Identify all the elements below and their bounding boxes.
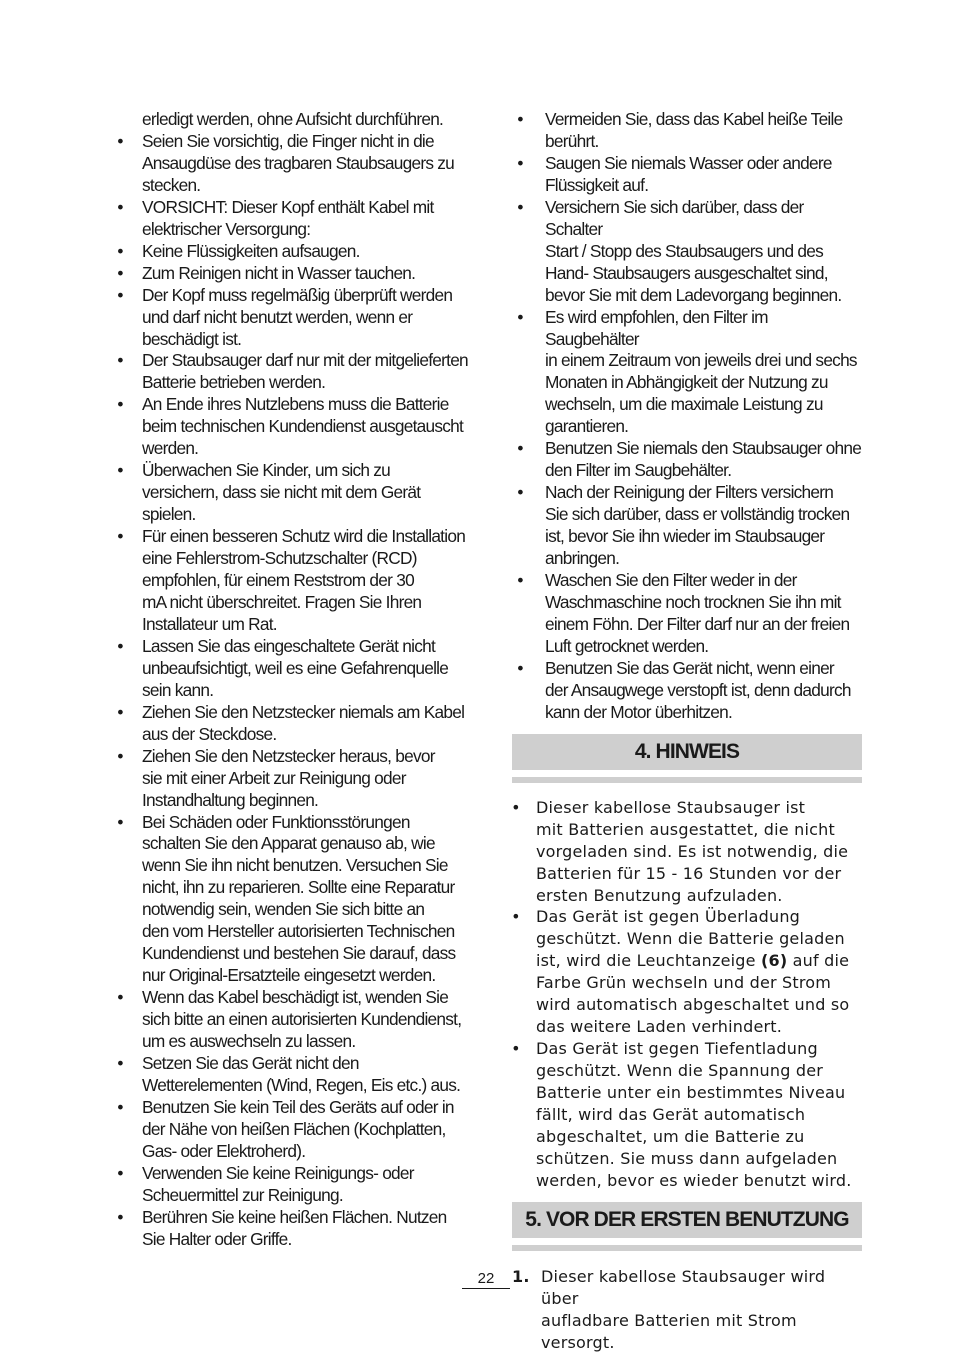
bullet: • xyxy=(117,262,123,283)
section-divider xyxy=(512,1245,862,1251)
bullet: • xyxy=(117,1096,123,1117)
step-text xyxy=(541,1266,864,1354)
bullet: • xyxy=(517,306,523,327)
bullet: • xyxy=(117,526,123,547)
indicator-reference: (6) xyxy=(760,951,788,971)
text-line: Setzen Sie das Gerät nicht den xyxy=(142,1052,359,1073)
text-line: sie mit einer Arbeit zur Reinigung oder xyxy=(142,767,406,788)
list-item-text xyxy=(142,702,484,746)
list-item xyxy=(512,438,864,482)
list-item xyxy=(512,570,864,658)
text-line: Instandhaltung beginnen. xyxy=(142,789,319,810)
text-line: Zum Reinigen nicht in Wasser tauchen. xyxy=(142,262,416,283)
text-line: Dieser kabellose Staubsauger wird über xyxy=(541,1266,826,1308)
list-item-text xyxy=(142,197,484,241)
text-line: Seien Sie vorsichtig, die Finger nicht in die xyxy=(142,130,434,151)
text-line: mA nicht überschreitet. Fragen Sie Ihren xyxy=(142,591,422,612)
list-item xyxy=(112,394,484,460)
section-4-list xyxy=(512,797,864,1192)
continued-text: erledigt werden, ohne Aufsicht durchführen. xyxy=(142,109,444,129)
list-item-text xyxy=(545,109,864,153)
text-line: garantieren. xyxy=(545,416,629,437)
list-item-text xyxy=(142,241,484,263)
text-line: Nach der Reinigung der Filters versichern xyxy=(545,482,834,503)
text-line: werden. xyxy=(142,438,199,459)
bullet: • xyxy=(117,811,123,832)
list-item-text xyxy=(142,285,484,351)
bullet: • xyxy=(117,1206,123,1227)
list-item-text xyxy=(142,636,484,702)
bullet: • xyxy=(517,438,523,459)
text-line: Dieser kabellose Staubsauger ist xyxy=(536,797,806,817)
list-item xyxy=(512,307,864,439)
text-line: spielen. xyxy=(142,504,196,525)
list-item-text xyxy=(545,197,864,307)
list-item xyxy=(512,197,864,307)
text-line: bevor Sie mit dem Ladevorgang beginnen. xyxy=(545,284,842,305)
list-item xyxy=(512,109,864,153)
bullet: • xyxy=(117,701,123,722)
text-line: Luft getrocknet werden. xyxy=(545,635,709,656)
text-line: wird automatisch abgeschaltet und so xyxy=(536,995,850,1015)
text-line: VORSICHT: Dieser Kopf enthält Kabel mit xyxy=(142,196,434,217)
section-5-heading: 5. VOR DER ERSTEN BENUTZUNG xyxy=(512,1202,862,1238)
list-item-text xyxy=(142,1207,484,1251)
left-safety-list xyxy=(112,131,484,1251)
text-line: Für einen besseren Schutz wird die Installation xyxy=(142,526,466,547)
hinweis-deep-discharge-text xyxy=(536,1038,864,1192)
list-item xyxy=(112,197,484,241)
list-item-text xyxy=(545,153,864,197)
bullet: • xyxy=(511,907,521,927)
text-line: berührt. xyxy=(545,130,599,151)
text-line: das weitere Laden verhindert. xyxy=(536,1017,783,1037)
list-item-text xyxy=(142,460,484,526)
text-line: geschützt. Wenn die Batterie geladen xyxy=(536,929,845,949)
text-line: geschützt. Wenn die Spannung der xyxy=(536,1061,824,1081)
section-4 xyxy=(512,734,864,783)
text-line: der Ansaugwege verstopft ist, denn dadurch xyxy=(545,679,851,700)
text-line: Verwenden Sie keine Reinigungs- oder xyxy=(142,1162,414,1183)
section-5-list xyxy=(512,1266,864,1354)
text-line: Benutzen Sie das Gerät nicht, wenn einer xyxy=(545,657,834,678)
text-line: nur Original-Ersatzteile eingesetzt werden. xyxy=(142,965,436,986)
bullet: • xyxy=(117,240,123,261)
page-number-underline xyxy=(462,1288,510,1289)
bullet: • xyxy=(117,130,123,151)
text-line: der Nähe von heißen Flächen (Kochplatten, xyxy=(142,1118,446,1139)
list-item xyxy=(512,1038,864,1192)
bullet: • xyxy=(517,196,523,217)
text-line: aus der Steckdose. xyxy=(142,723,277,744)
text-line: einem Föhn. Der Filter darf nur an der freien xyxy=(545,613,850,634)
list-item xyxy=(112,131,484,197)
bullet: • xyxy=(517,657,523,678)
text-line: Der Staubsauger darf nur mit der mitgelieferten xyxy=(142,350,468,371)
text-line: Flüssigkeit auf. xyxy=(545,174,649,195)
list-item xyxy=(512,482,864,570)
text-line: Vermeiden Sie, dass das Kabel heiße Teile xyxy=(545,109,843,129)
bullet: • xyxy=(117,394,123,415)
text-line: Gas- oder Elektroherd). xyxy=(142,1140,306,1161)
list-item-text xyxy=(142,1053,484,1097)
text-line: um es auswechseln zu lassen. xyxy=(142,1031,356,1052)
list-item xyxy=(512,153,864,197)
text-line: Versichern Sie sich darüber, dass der Schalter xyxy=(545,196,804,239)
list-item xyxy=(512,906,864,1038)
list-item xyxy=(112,241,484,263)
list-item xyxy=(112,526,484,636)
text-line: An Ende ihres Nutzlebens muss die Batterie xyxy=(142,394,449,415)
text-line: versichern, dass sie nicht mit dem Gerät xyxy=(142,482,421,503)
list-item-text xyxy=(142,1097,484,1163)
bullet: • xyxy=(517,570,523,591)
text-line: eine Fehlerstrom-Schutzschalter (RCD) xyxy=(142,548,417,569)
text-line: Batterie unter ein bestimmtes Niveau xyxy=(536,1083,846,1103)
list-item-text xyxy=(142,812,484,988)
section-divider xyxy=(512,777,862,783)
bullet: • xyxy=(517,152,523,173)
list-item xyxy=(112,1207,484,1251)
text-line: Monaten in Abhängigkeit der Nutzung zu xyxy=(545,372,828,393)
list-item xyxy=(112,987,484,1053)
text-line: mit Batterien ausgestattet, die nicht xyxy=(536,819,835,839)
text-line: Start / Stopp des Staubsaugers und des xyxy=(545,240,823,261)
list-item-text xyxy=(142,987,484,1053)
numbered-step xyxy=(512,1266,864,1354)
list-item xyxy=(112,702,484,746)
right-safety-list xyxy=(512,109,864,724)
text-line: sich bitte an einen autorisierten Kundendienst, xyxy=(142,1009,462,1030)
text-line: Berühren Sie keine heißen Flächen. Nutzen xyxy=(142,1206,447,1227)
text-line: nicht, ihn zu reparieren. Sollte eine Reparatur xyxy=(142,877,455,898)
list-item-text xyxy=(545,570,864,658)
list-item-text xyxy=(142,394,484,460)
text-line: aufladbare Batterien mit Strom versorgt. xyxy=(541,1310,797,1352)
hinweis-battery-text xyxy=(536,797,864,907)
text-line: ist, bevor Sie ihn wieder im Staubsauger xyxy=(545,526,825,547)
text-line: wenn Sie ihn nicht benutzen. Versuchen Sie xyxy=(142,855,448,876)
section-4-heading: 4. HINWEIS xyxy=(512,734,862,770)
right-column xyxy=(512,109,864,1354)
text-line: sein kann. xyxy=(142,679,214,700)
text-line: Waschmaschine noch trocknen Sie ihn mit xyxy=(545,591,841,612)
list-item xyxy=(112,263,484,285)
text-line: wechseln, um die maximale Leistung zu xyxy=(545,394,823,415)
list-item-text xyxy=(142,263,484,285)
hinweis-overcharge-text xyxy=(536,906,864,1038)
text-line: den vom Hersteller autorisierten Technischen xyxy=(142,921,455,942)
bullet: • xyxy=(511,797,521,817)
text-line: fällt, wird das Gerät automatisch xyxy=(536,1105,806,1125)
text-line: Benutzen Sie niemals den Staubsauger ohne xyxy=(545,438,862,459)
text-line: elektrischer Versorgung: xyxy=(142,218,311,239)
text-line: Das Gerät ist gegen Tiefentladung xyxy=(536,1039,818,1059)
list-item-text xyxy=(545,307,864,439)
text-line xyxy=(536,950,864,972)
text-line: Das Gerät ist gegen Überladung xyxy=(536,907,801,927)
text-fragment: ist, wird die Leuchtanzeige xyxy=(536,951,761,971)
list-item xyxy=(112,746,484,812)
bullet: • xyxy=(117,1052,123,1073)
text-line: Lassen Sie das eingeschaltete Gerät nicht xyxy=(142,635,435,656)
list-item-text xyxy=(142,131,484,197)
text-line: und darf nicht benutzt werden, wenn er xyxy=(142,306,413,327)
bullet: • xyxy=(517,482,523,503)
list-item-text xyxy=(142,526,484,636)
text-line: Bei Schäden oder Funktionsstörungen xyxy=(142,811,410,832)
list-item xyxy=(112,350,484,394)
bullet: • xyxy=(117,196,123,217)
text-line: Wenn das Kabel beschädigt ist, wenden Sie xyxy=(142,987,449,1008)
text-line: Ziehen Sie den Netzstecker niemals am Kabel xyxy=(142,701,465,722)
text-line: stecken. xyxy=(142,174,201,195)
text-line: schützen. Sie muss dann aufgeladen xyxy=(536,1148,838,1168)
list-item xyxy=(512,658,864,724)
list-item-text xyxy=(545,482,864,570)
text-line: Überwachen Sie Kinder, um sich zu xyxy=(142,460,391,481)
text-line: Installateur um Rat. xyxy=(142,613,277,634)
text-line: kann der Motor überhitzen. xyxy=(545,701,733,722)
text-line: Batterie betrieben werden. xyxy=(142,372,326,393)
left-column xyxy=(112,109,484,1251)
text-line: schalten Sie den Apparat genauso ab, wie xyxy=(142,833,435,854)
list-item-text xyxy=(142,350,484,394)
list-item xyxy=(512,797,864,907)
list-item xyxy=(112,1097,484,1163)
text-line: Ansaugdüse des tragbaren Staubsaugers zu xyxy=(142,152,455,173)
list-item xyxy=(112,1053,484,1097)
text-line: beschädigt ist. xyxy=(142,328,242,349)
text-line: den Filter im Saugbehälter. xyxy=(545,460,732,481)
text-line: Der Kopf muss regelmäßig überprüft werden xyxy=(142,284,453,305)
section-5 xyxy=(512,1202,864,1251)
text-line: Kundendienst und bestehen Sie darauf, dass xyxy=(142,943,456,964)
text-line: notwendig sein, wenden Sie sich bitte an xyxy=(142,899,425,920)
bullet: • xyxy=(117,987,123,1008)
text-line: beim technischen Kundendienst ausgetauscht xyxy=(142,416,464,437)
list-item-text xyxy=(545,438,864,482)
page-number: 22 xyxy=(477,1270,495,1287)
bullet: • xyxy=(117,745,123,766)
text-line: Wetterelementen (Wind, Regen, Eis etc.) aus. xyxy=(142,1074,461,1095)
text-line: Sie Halter oder Griffe. xyxy=(142,1228,292,1249)
bullet: • xyxy=(117,284,123,305)
bullet: • xyxy=(117,635,123,656)
text-line: anbringen. xyxy=(545,548,620,569)
bullet: • xyxy=(511,1039,521,1059)
list-item xyxy=(112,1163,484,1207)
list-item-text xyxy=(142,1163,484,1207)
text-line: in einem Zeitraum von jeweils drei und sechs xyxy=(545,350,857,371)
bullet: • xyxy=(117,350,123,371)
list-item-text xyxy=(142,746,484,812)
step-number: 1. xyxy=(512,1266,530,1286)
text-line: Sie sich darüber, dass er vollständig trocken xyxy=(545,504,850,525)
text-line: unbeaufsichtigt, weil es eine Gefahrenquelle xyxy=(142,657,449,678)
text-line: Es wird empfohlen, den Filter im Saugbehälter xyxy=(545,306,768,349)
text-line: empfohlen, für einem Reststrom der 30 xyxy=(142,570,414,591)
list-item xyxy=(112,636,484,702)
bullet: • xyxy=(117,460,123,481)
text-line: Scheuermittel zur Reinigung. xyxy=(142,1184,343,1205)
text-line: Ziehen Sie den Netzstecker heraus, bevor xyxy=(142,745,435,766)
text-line: werden, bevor es wieder benutzt wird. xyxy=(536,1170,852,1190)
text-line: Benutzen Sie kein Teil des Geräts auf oder in xyxy=(142,1096,454,1117)
bullet: • xyxy=(117,1162,123,1183)
list-item xyxy=(112,812,484,988)
text-line: abgeschaltet, um die Batterie zu xyxy=(536,1126,805,1146)
text-line: Keine Flüssigkeiten aufsaugen. xyxy=(142,240,360,261)
text-line: Waschen Sie den Filter weder in der xyxy=(545,570,797,591)
text-line: Batterien für 15 - 16 Stunden vor der xyxy=(536,863,842,883)
text-line: Saugen Sie niemals Wasser oder andere xyxy=(545,152,832,173)
bullet: • xyxy=(517,109,523,129)
text-line: ersten Benutzung aufzuladen. xyxy=(536,885,783,905)
list-item-text xyxy=(545,658,864,724)
text-line: Hand- Staubsaugers ausgeschaltet sind, xyxy=(545,262,828,283)
text-fragment: auf die xyxy=(787,951,850,971)
text-line: vorgeladen sind. Es ist notwendig, die xyxy=(536,841,849,861)
list-item xyxy=(112,460,484,526)
list-item xyxy=(112,285,484,351)
text-line: Farbe Grün wechseln und der Strom xyxy=(536,973,832,993)
